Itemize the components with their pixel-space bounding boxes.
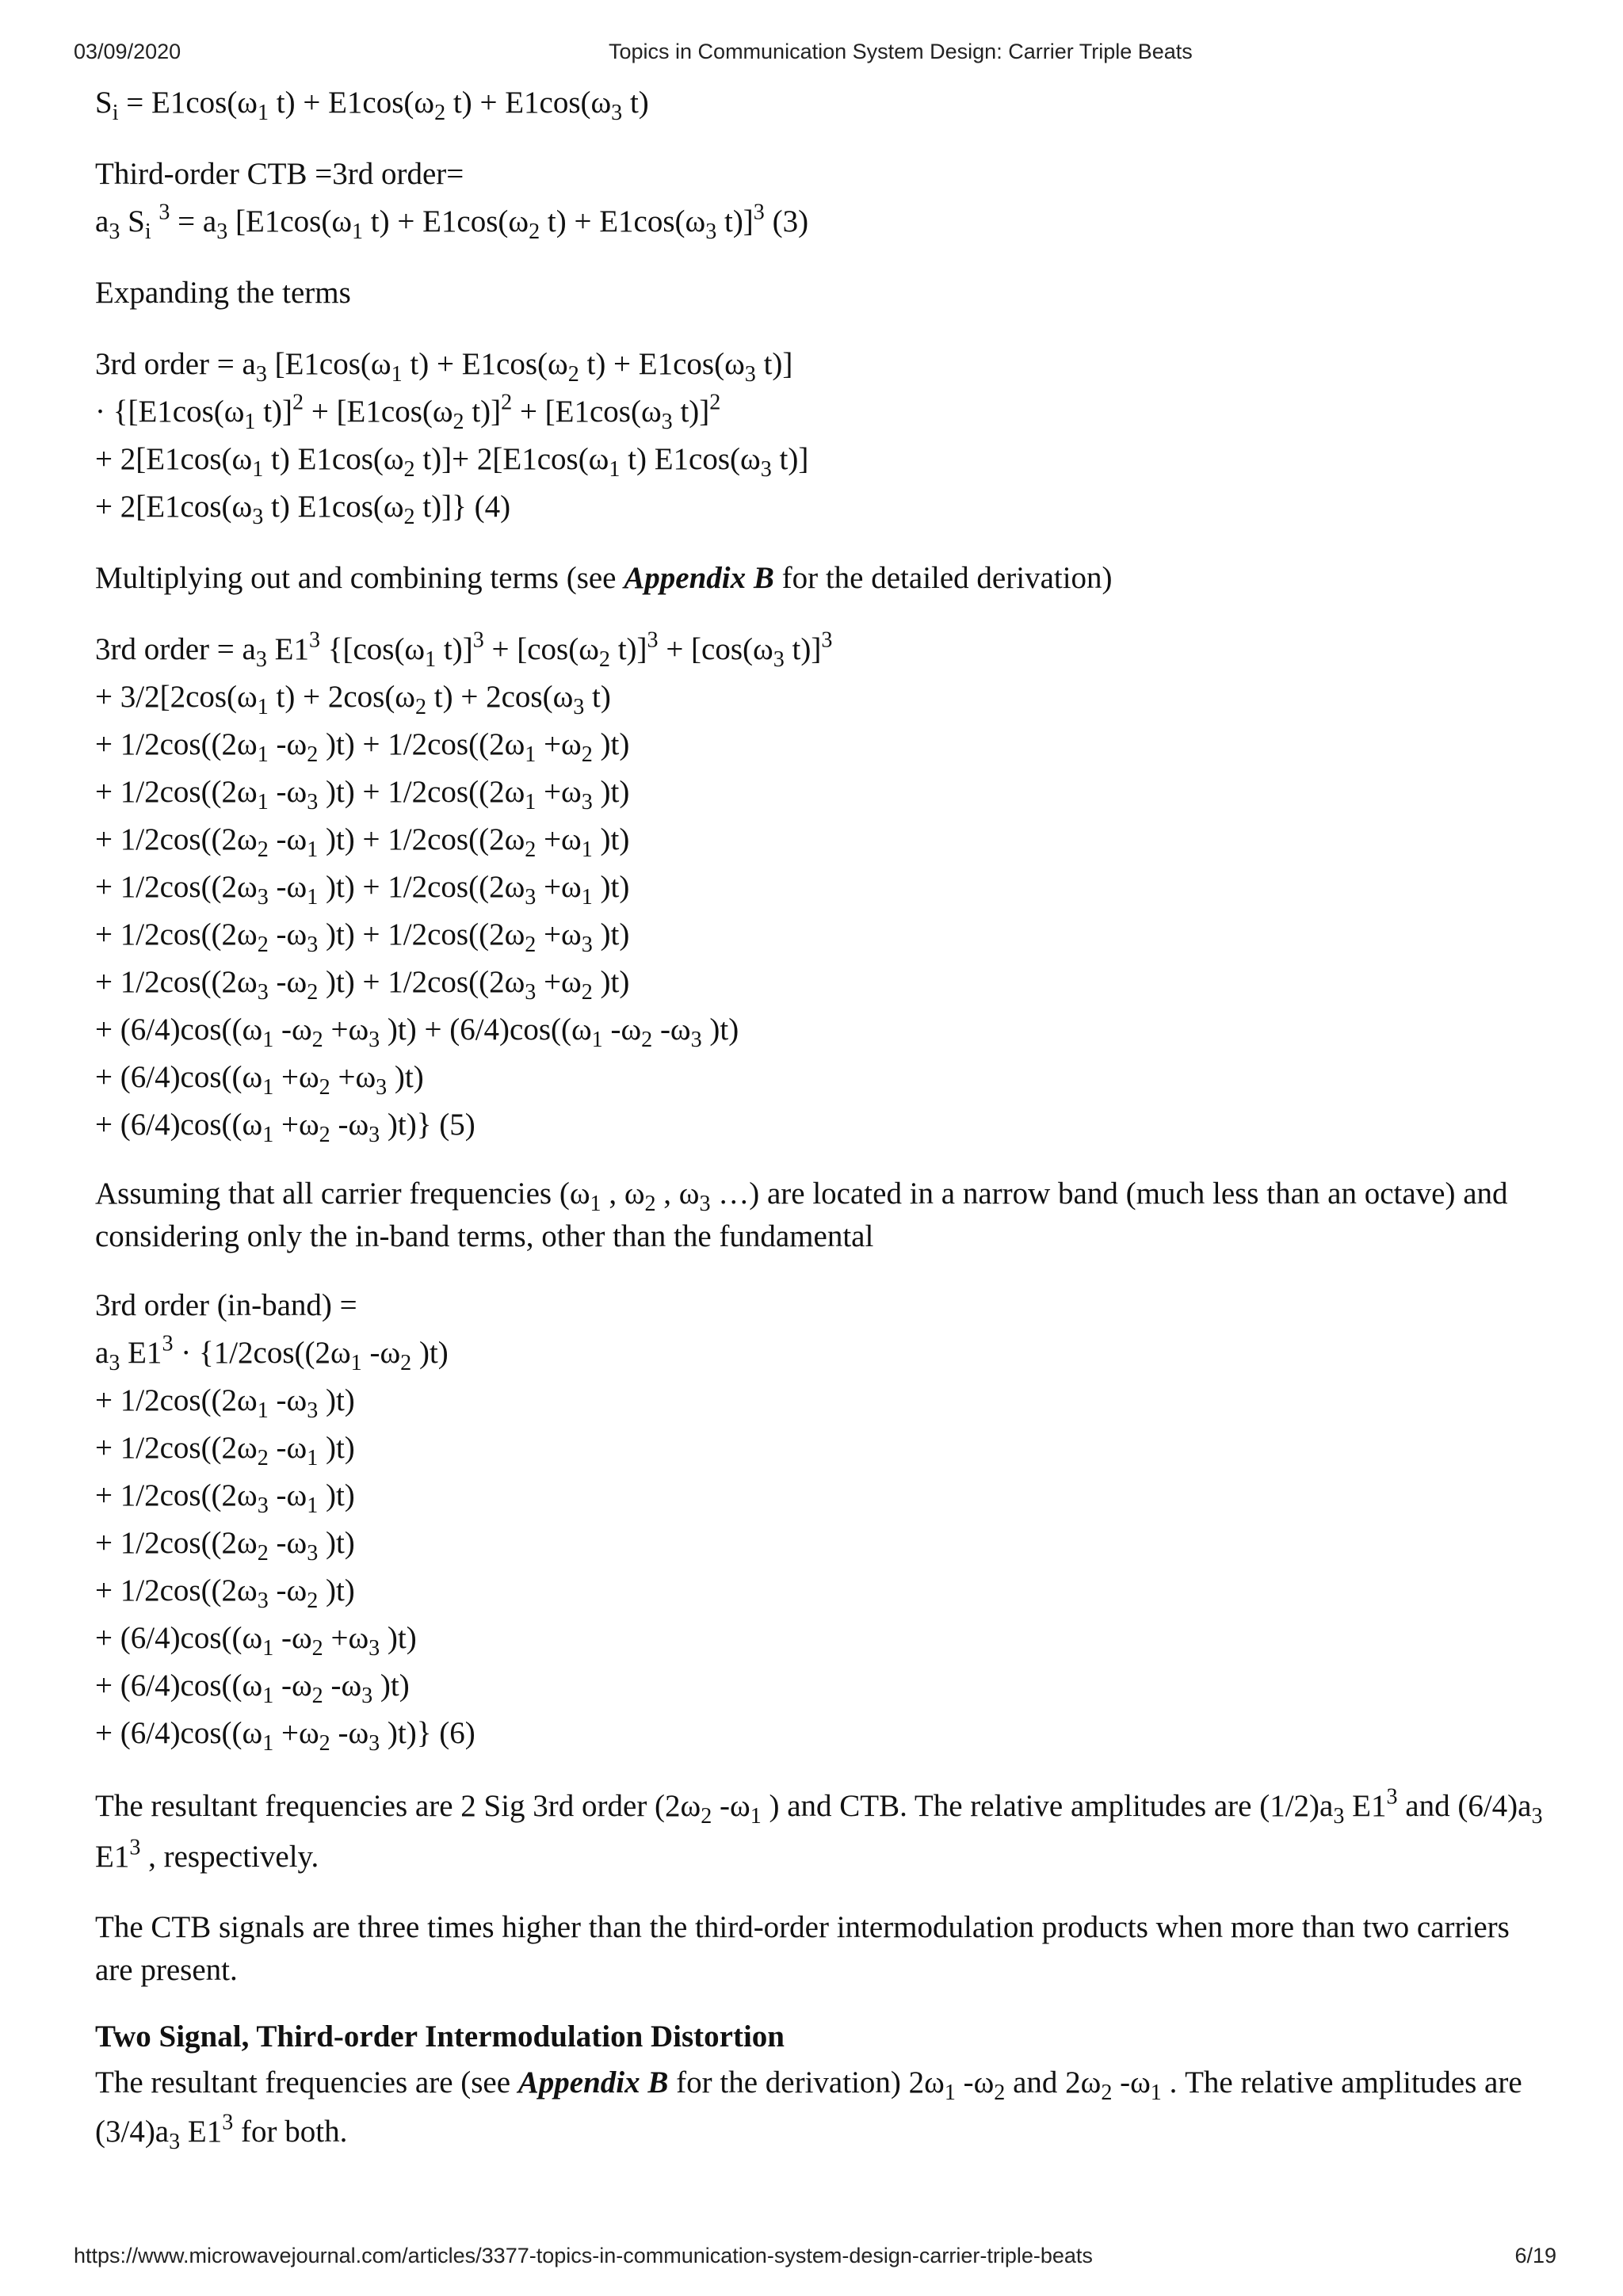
equation-4-line: 3rd order = $a_3$ [$E1\cos(\omega_1$ $t) + E1\cos(\omega_2$ $t) + E1\cos(\omega_3$ t)] — [95, 347, 793, 387]
section-heading: Two Signal, Third-order Intermodulation Distortion — [95, 2019, 785, 2054]
equation-6-line: + $1/2\cos((2\omega_2$ $-\omega_1$ )t) — [95, 1431, 355, 1470]
equation-6-line: + $1/2\cos((2\omega_1$ $-\omega_3$ )t) — [95, 1383, 355, 1423]
page-url: https://www.microwavejournal.com/articles/3377-topics-in-communication-system-design-carrier-triple-beats — [74, 2244, 1093, 2267]
equation-4-line: + $2[E1\cos(\omega_3$ t) $E1\cos(\omega_2$ t)]} (4) — [95, 490, 511, 529]
article-body — [95, 79, 1545, 2157]
equation-5-line: + $1/2\cos((2\omega_1$ $-\omega_3$ )$t) + 1/2\cos((2\omega_1 +\omega_3$ )t) — [95, 775, 630, 814]
equation-5-line: + $(6/4)\cos((\omega_1$ $-\omega_2 +\omega_3$ )$t) + (6/4)\cos((\omega_1$ $-\omega_2$ $-\omega_3$ )t) — [95, 1013, 739, 1052]
equation-5-line: + $1/2\cos((2\omega_3$ $-\omega_2$ )$t) + 1/2\cos((2\omega_3 +\omega_2$ )t) — [95, 965, 630, 1005]
page-number: 6/19 — [1514, 2244, 1556, 2267]
page-date: 03/09/2020 — [74, 40, 181, 63]
equation-6-line: 3rd order (in-band) = — [95, 1288, 357, 1322]
equation-6-line: + $1/2\cos((2\omega_2$ $-\omega_3$ )t) — [95, 1526, 355, 1566]
equation-5-line: + $(6/4)\cos((\omega_1 +\omega_2$ $-\omega_3$ )t)} (5) — [95, 1108, 475, 1147]
equation-6-line: + $1/2\cos((2\omega_3$ $-\omega_2$ )t) — [95, 1573, 355, 1613]
paragraph-two-signal: The resultant frequencies are (see Appendix B for the derivation) $2\omega_1$ $-\omega_2$ and $2\omega_2$ $-\omega_1$ . The relative amplitudes are $(3/4)a_3$ $E1^3$ for both. — [95, 2065, 1522, 2154]
equation-6-line: + $(6/4)\cos((\omega_1 +\omega_2$ $-\omega_3$ )t)} (6) — [95, 1716, 475, 1756]
equation-5-line: + $1/2\cos((2\omega_2$ $-\omega_3$ )$t) + 1/2\cos((2\omega_2 +\omega_3$ )t) — [95, 917, 630, 957]
equation-6-line: $a_3$ $E1^3 \cdot \{1/2\cos((2\omega_1$ $-\omega_2$ )t) — [95, 1331, 449, 1375]
equation-5-line: + $3/2[2\cos(\omega_1$ $t) + 2\cos(\omega_2$ $t) + 2\cos(\omega_3$ t) — [95, 680, 611, 719]
equation-5-line: + $(6/4)\cos((\omega_1 +\omega_2 +\omega_3$ )t) — [95, 1060, 424, 1100]
paragraph-expanding: Expanding the terms — [95, 276, 351, 310]
paragraph-ctb: The CTB signals are three times higher than the third-order intermodulation products when more than two carriers are present. — [95, 1910, 1510, 1987]
paragraph-assuming: Assuming that all carrier frequencies ($\omega_1$ , $\omega_2$ , $\omega_3$ …) are located in a narrow band (much less than an octave) and considering only the in-band terms, other than the fundamental — [95, 1177, 1508, 1253]
equation-6-line: + $(6/4)\cos((\omega_1$ $-\omega_2$ $-\omega_3$ )t) — [95, 1669, 410, 1708]
equation-3-label: Third-order CTB =3rd order= — [95, 157, 464, 191]
equation-3: $a_3$ $S_i$ $^3 = a_3$ [$E1\cos(\omega_1$ $t) + E1\cos(\omega_2$ $t) + E1\cos(\omega_3$ t)]$^3$ (3) — [95, 200, 809, 244]
equation-5-line: + $1/2\cos((2\omega_2$ $-\omega_1$ )$t) + 1/2\cos((2\omega_2 +\omega_1$ )t) — [95, 822, 630, 862]
equation-6-line: + $(6/4)\cos((\omega_1$ $-\omega_2 +\omega_3$ )t) — [95, 1621, 417, 1661]
equation-4-line: · {[$E1\cos(\omega_1$ $t)]^2 + [E1\cos(\omega_2$ $t)]^2 + [E1\cos(\omega_3$ t)]$^2$ — [95, 390, 721, 434]
equation-6-line: + $1/2\cos((2\omega_3$ $-\omega_1$ )t) — [95, 1478, 355, 1518]
paragraph-resultant: The resultant frequencies are 2 Sig 3rd order ($2\omega_2$ $-\omega_1$ ) and CTB. The relative amplitudes are $(1/2)a_3$ $E1^3$ and $(6/4)a_3$ $E1^3$ , respectively. — [95, 1784, 1543, 1874]
equation-5-line: + $1/2\cos((2\omega_3$ $-\omega_1$ )$t) + 1/2\cos((2\omega_3 +\omega_1$ )t) — [95, 870, 630, 910]
equation-si: $S_i = E1\cos(\omega_1$ $t) + E1\cos(\omega_2$ $t) + E1\cos(\omega_3$ t) — [95, 86, 649, 125]
paragraph-multiplying: Multiplying out and combining terms (see Appendix B for the detailed derivation) — [95, 561, 1113, 595]
equation-5-line: 3rd order = $a_3$ $E1^3$ {[$\cos(\omega_1$ $t)]^3 + [\cos(\omega_2$ $t)]^3 + [\cos(\omega_3$ t)]$^3$ — [95, 627, 833, 672]
equation-5-line: + $1/2\cos((2\omega_1$ $-\omega_2$ )$t) + 1/2\cos((2\omega_1 +\omega_2$ )t) — [95, 727, 630, 767]
equation-4-line: + $2[E1\cos(\omega_1$ t) $E1\cos(\omega_2$ $t)]+ 2[E1\cos(\omega_1$ t) $E1\cos(\omega_3$ t)] — [95, 442, 809, 482]
page-title: Topics in Communication System Design: Carrier Triple Beats — [609, 40, 1193, 63]
